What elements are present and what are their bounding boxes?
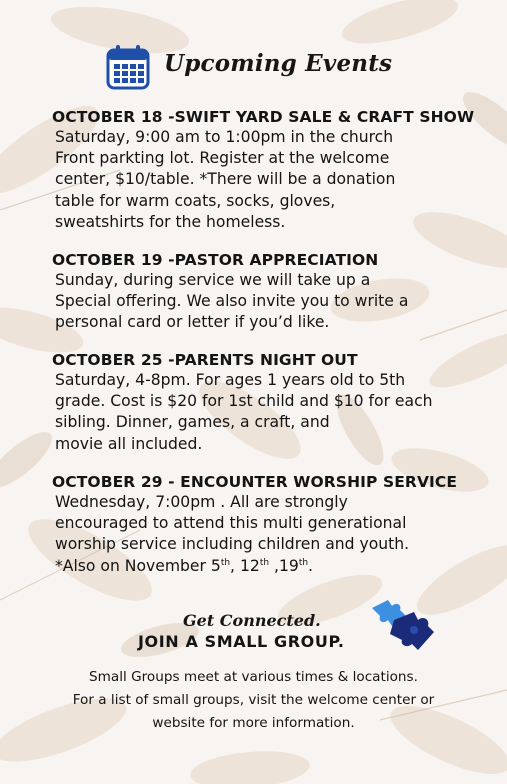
event-title: OCTOBER 29 - ENCOUNTER WORSHIP SERVICE xyxy=(52,473,458,491)
event-line: Saturday, 4-8pm. For ages 1 years old to 5th xyxy=(55,371,406,389)
small-group-heading: JOIN A SMALL GROUP. xyxy=(138,632,345,651)
small-group-info-line: website for more information. xyxy=(152,715,355,731)
event-line: worship service including children and youth. xyxy=(55,535,410,554)
event-also-dates: *Also on November 5th, 12th ,19th. xyxy=(55,556,314,575)
event-oct-18 xyxy=(52,107,475,233)
small-group-tagline: Get Connected. xyxy=(183,611,321,630)
event-line: grade. Cost is $20 for 1st child and $10 for each xyxy=(55,392,433,411)
event-title: OCTOBER 25 -PARENTS NIGHT OUT xyxy=(52,351,358,369)
event-line: Wednesday, 7:00pm . All are strongly xyxy=(55,493,348,511)
event-title: OCTOBER 18 -SWIFT YARD SALE & CRAFT SHOW xyxy=(52,108,475,126)
event-line: encouraged to attend this multi generational xyxy=(55,514,407,533)
calendar-icon xyxy=(106,44,150,90)
puzzle-pieces-icon xyxy=(370,596,436,654)
event-line: center, $10/table. *There will be a donation xyxy=(55,170,396,189)
event-oct-29 xyxy=(52,472,472,577)
event-oct-19 xyxy=(52,250,472,334)
event-title: OCTOBER 19 -PASTOR APPRECIATION xyxy=(52,251,379,269)
event-line: sweatshirts for the homeless. xyxy=(55,212,286,231)
page-title: Upcoming Events xyxy=(164,50,393,77)
event-line: movie all included. xyxy=(55,434,203,453)
event-line: Sunday, during service we will take up a xyxy=(55,271,371,289)
small-group-info-line: For a list of small groups, visit the welcome center or xyxy=(72,692,435,708)
event-line: sibling. Dinner, games, a craft, and xyxy=(55,413,330,432)
event-line: table for warm coats, socks, gloves, xyxy=(55,191,336,210)
event-line: Special offering. We also invite you to write a xyxy=(55,292,409,311)
event-line: personal card or letter if you’d like. xyxy=(55,313,330,332)
event-line: Saturday, 9:00 am to 1:00pm in the church xyxy=(55,128,394,146)
event-line: Front parkting lot. Register at the welcome xyxy=(55,149,390,168)
event-oct-25 xyxy=(52,350,472,455)
header xyxy=(106,44,406,92)
small-group-info-line: Small Groups meet at various times & locations. xyxy=(89,669,418,685)
